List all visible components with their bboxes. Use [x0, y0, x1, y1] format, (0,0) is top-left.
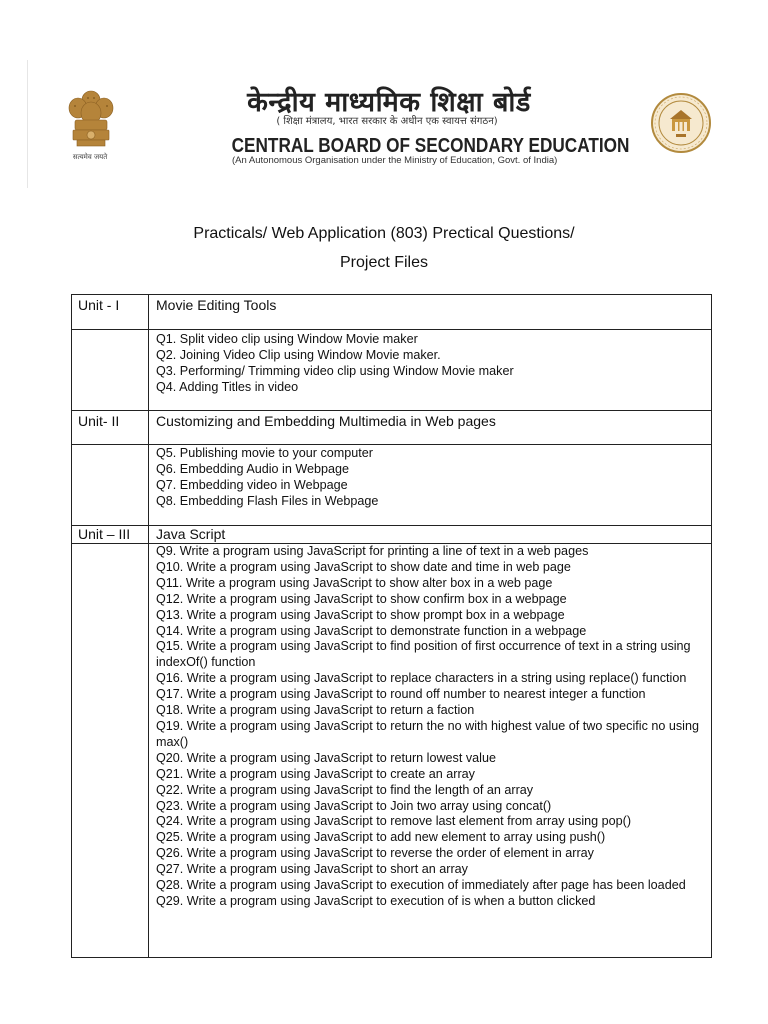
board-subtitle-hindi: ( शिक्षा मंत्रालय, भारत सरकार के अधीन एक स्वायत्त संगठन) — [276, 116, 498, 127]
question-item: Q24. Write a program using JavaScript to remove last element from array using pop() — [156, 814, 632, 829]
question-item: Q8. Embedding Flash Files in Webpage — [156, 493, 379, 508]
question-item: Q6. Embedding Audio in Webpage — [156, 461, 350, 476]
question-item: Q20. Write a program using JavaScript to return lowest value — [156, 750, 496, 765]
unit-3-label: Unit – III — [78, 526, 131, 542]
question-item: Q22. Write a program using JavaScript to find the length of an array — [156, 782, 534, 797]
page-edge-divider — [27, 60, 28, 188]
board-name-english: CENTRAL BOARD OF SECONDARY EDUCATION — [231, 135, 630, 157]
unit-1-questions-row — [72, 330, 712, 411]
question-item: Q13. Write a program using JavaScript to show prompt box in a webpage — [156, 607, 565, 622]
question-item: Q27. Write a program using JavaScript to short an array — [156, 862, 468, 877]
emblem-caption: सत्यमेव जयते — [72, 153, 108, 161]
unit-2-questions-row — [72, 445, 712, 526]
board-subtitle-english: (An Autonomous Organisation under the Ministry of Education, Govt. of India) — [232, 155, 558, 166]
question-item: Q7. Embedding video in Webpage — [156, 477, 348, 492]
question-item: Q17. Write a program using JavaScript to round off number to nearest integer a function — [156, 687, 646, 702]
unit-3-heading: Java Script — [156, 526, 226, 542]
unit-1-label: Unit - I — [78, 297, 120, 313]
unit-3-header-row — [72, 526, 712, 544]
question-item: Q26. Write a program using JavaScript to reverse the order of element in array — [156, 846, 594, 861]
question-item: Q15. Write a program using JavaScript to find position of first occurrence of text in a string using indexOf() function — [156, 639, 691, 670]
unit-2-header-row — [72, 411, 712, 445]
question-item: Q2. Joining Video Clip using Window Movie maker. — [156, 347, 441, 362]
question-item: Q14. Write a program using JavaScript to demonstrate function in a webpage — [156, 623, 587, 638]
cbse-seal-icon — [650, 89, 712, 157]
question-item: Q16. Write a program using JavaScript to replace characters in a string using replace() function — [156, 671, 687, 686]
unit-2-heading: Customizing and Embedding Multimedia in Web pages — [156, 413, 496, 429]
unit-3-questions-row — [72, 544, 712, 958]
question-item: Q5. Publishing movie to your computer — [156, 446, 373, 460]
units-table — [71, 294, 712, 958]
question-item: Q12. Write a program using JavaScript to show confirm box in a webpage — [156, 591, 567, 606]
board-name-hindi: केन्द्रीय माध्यमिक शिक्षा बोर्ड — [247, 87, 531, 118]
question-item: Q3. Performing/ Trimming video clip using Window Movie maker — [156, 363, 514, 378]
unit-2-label: Unit- II — [78, 413, 120, 429]
question-item: Q28. Write a program using JavaScript to execution of immediately after page has been loaded — [156, 878, 686, 893]
question-item: Q25. Write a program using JavaScript to add new element to array using push() — [156, 830, 606, 845]
unit-1-heading: Movie Editing Tools — [156, 297, 277, 313]
question-item: Q23. Write a program using JavaScript to Join two array using concat() — [156, 798, 552, 813]
question-item: Q18. Write a program using JavaScript to return a faction — [156, 703, 475, 718]
question-item: Q19. Write a program using JavaScript to return the no with highest value of two specific no using max() — [156, 718, 699, 749]
document-subtitle: Project Files — [339, 254, 429, 271]
document-title: Practicals/ Web Application (803) Prectical Questions/ — [193, 225, 575, 242]
question-item: Q21. Write a program using JavaScript to create an array — [156, 766, 475, 781]
question-item: Q10. Write a program using JavaScript to show date and time in web page — [156, 559, 571, 574]
question-item: Q9. Write a program using JavaScript for printing a line of text in a web pages — [156, 544, 589, 558]
question-item: Q29. Write a program using JavaScript to execution of is when a button clicked — [156, 893, 596, 908]
question-item: Q11. Write a program using JavaScript to show alter box in a web page — [156, 575, 553, 590]
question-item: Q1. Split video clip using Window Movie maker — [156, 332, 418, 346]
unit-1-header-row — [72, 295, 712, 330]
question-item: Q4. Adding Titles in video — [156, 379, 299, 394]
